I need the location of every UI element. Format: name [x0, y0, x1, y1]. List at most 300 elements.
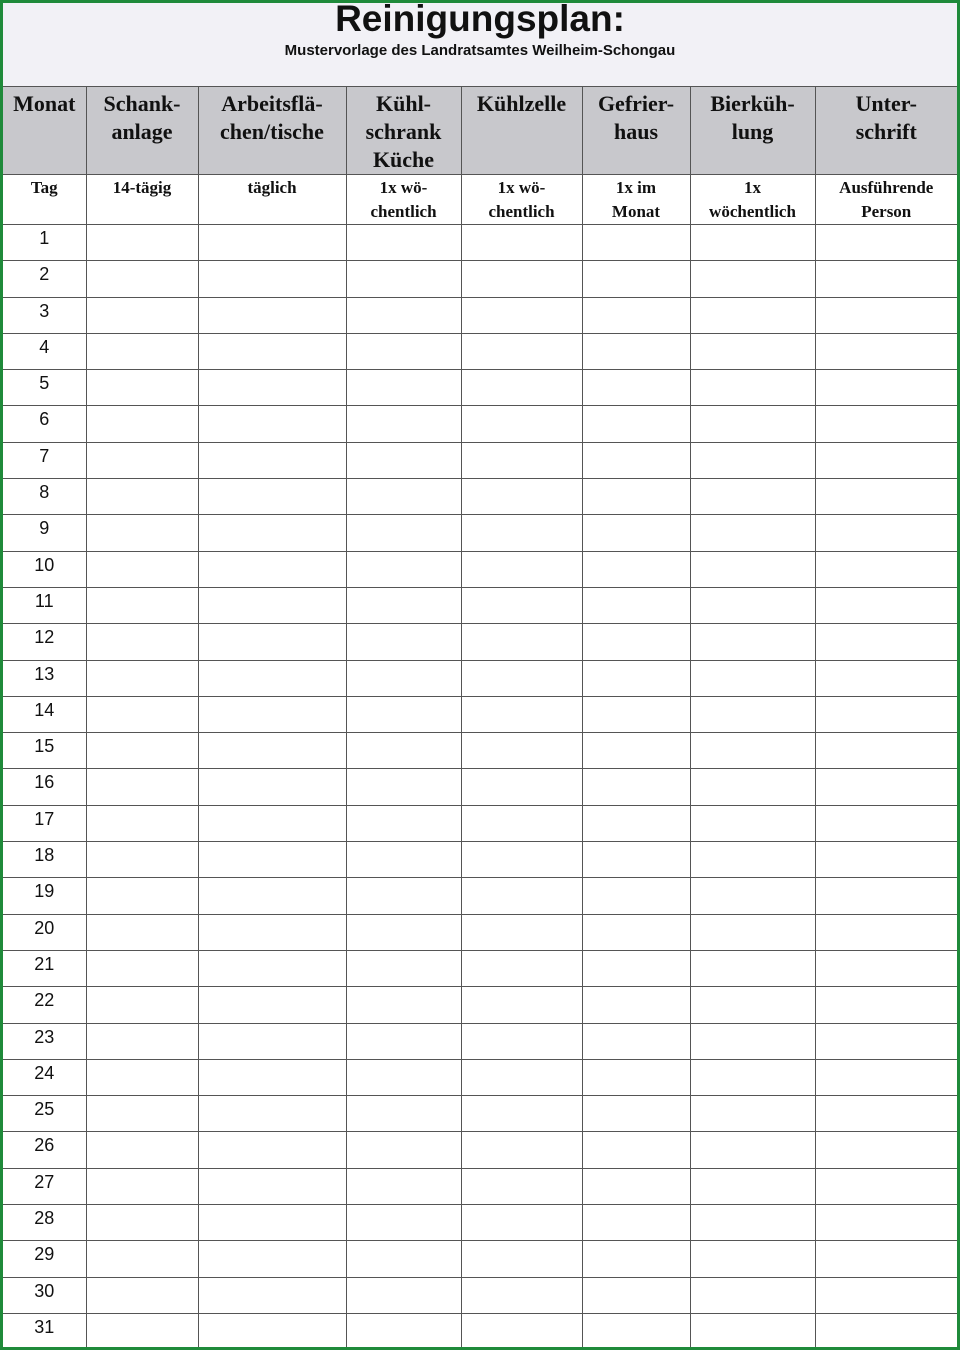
entry-cell[interactable]	[815, 733, 957, 769]
entry-cell[interactable]	[690, 842, 815, 878]
entry-cell[interactable]	[346, 696, 461, 732]
entry-cell[interactable]	[346, 950, 461, 986]
entry-cell[interactable]	[198, 370, 346, 406]
entry-cell[interactable]	[461, 878, 582, 914]
entry-cell[interactable]	[461, 950, 582, 986]
entry-cell[interactable]	[86, 551, 198, 587]
entry-cell[interactable]	[690, 914, 815, 950]
entry-cell[interactable]	[461, 660, 582, 696]
entry-cell[interactable]	[461, 406, 582, 442]
entry-cell[interactable]	[461, 805, 582, 841]
entry-cell[interactable]	[582, 479, 690, 515]
entry-cell[interactable]	[582, 878, 690, 914]
entry-cell[interactable]	[461, 515, 582, 551]
entry-cell[interactable]	[815, 1241, 957, 1277]
entry-cell[interactable]	[198, 842, 346, 878]
day-number: 4	[3, 333, 86, 369]
entry-cell[interactable]	[198, 515, 346, 551]
entry-cell[interactable]	[198, 587, 346, 623]
entry-cell[interactable]	[815, 1313, 957, 1349]
entry-cell[interactable]	[86, 1205, 198, 1241]
entry-cell[interactable]	[815, 370, 957, 406]
entry-cell[interactable]	[86, 1313, 198, 1349]
day-number: 26	[3, 1132, 86, 1168]
entry-cell[interactable]	[690, 297, 815, 333]
table-row	[3, 333, 957, 369]
column-header	[346, 87, 461, 175]
entry-cell[interactable]	[346, 479, 461, 515]
day-number: 5	[3, 370, 86, 406]
entry-cell[interactable]	[815, 1023, 957, 1059]
entry-cell[interactable]	[86, 805, 198, 841]
entry-cell[interactable]	[690, 624, 815, 660]
entry-cell[interactable]	[582, 660, 690, 696]
day-number: 30	[3, 1277, 86, 1313]
entry-cell[interactable]	[86, 261, 198, 297]
table-row	[3, 370, 957, 406]
entry-cell[interactable]	[461, 1023, 582, 1059]
entry-cell[interactable]	[815, 1205, 957, 1241]
entry-cell[interactable]	[198, 1096, 346, 1132]
entry-cell[interactable]	[86, 1096, 198, 1132]
entry-cell[interactable]	[86, 624, 198, 660]
entry-cell[interactable]	[690, 1205, 815, 1241]
entry-cell[interactable]	[690, 551, 815, 587]
table-row	[3, 805, 957, 841]
day-number: 31	[3, 1313, 86, 1349]
entry-cell[interactable]	[582, 987, 690, 1023]
table-row	[3, 225, 957, 261]
entry-cell[interactable]	[461, 370, 582, 406]
entry-cell[interactable]	[461, 551, 582, 587]
entry-cell[interactable]	[346, 442, 461, 478]
table-row	[3, 479, 957, 515]
entry-cell[interactable]	[346, 1059, 461, 1095]
column-frequency	[198, 175, 346, 225]
entry-cell[interactable]	[346, 587, 461, 623]
entry-cell[interactable]	[690, 696, 815, 732]
entry-cell[interactable]	[198, 1313, 346, 1349]
entry-cell[interactable]	[198, 1132, 346, 1168]
entry-cell[interactable]	[690, 1313, 815, 1349]
entry-cell[interactable]	[198, 1205, 346, 1241]
entry-cell[interactable]	[690, 333, 815, 369]
entry-cell[interactable]	[690, 479, 815, 515]
entry-cell[interactable]	[86, 225, 198, 261]
column-frequency	[582, 175, 690, 225]
entry-cell[interactable]	[86, 950, 198, 986]
entry-cell[interactable]	[86, 406, 198, 442]
column-frequency-label: 1x wö- chentlich	[370, 178, 437, 221]
entry-cell[interactable]	[690, 805, 815, 841]
entry-cell[interactable]	[198, 805, 346, 841]
entry-cell[interactable]	[198, 333, 346, 369]
column-header-label: Kühl- schrank Küche	[365, 91, 442, 172]
table-row	[3, 950, 957, 986]
entry-cell[interactable]	[690, 987, 815, 1023]
entry-cell[interactable]	[346, 1241, 461, 1277]
day-number: 16	[3, 769, 86, 805]
table-row	[3, 878, 957, 914]
column-header-label: Bierküh- lung	[710, 91, 795, 144]
day-number: 27	[3, 1168, 86, 1204]
day-number: 22	[3, 987, 86, 1023]
table-row	[3, 696, 957, 732]
entry-cell[interactable]	[86, 914, 198, 950]
column-frequency-label: 14-tägig	[112, 178, 172, 197]
entry-cell[interactable]	[86, 479, 198, 515]
entry-cell[interactable]	[198, 297, 346, 333]
entry-cell[interactable]	[582, 1132, 690, 1168]
table-row	[3, 261, 957, 297]
column-frequency-label: 1x wöchentlich	[709, 178, 796, 221]
entry-cell[interactable]	[461, 333, 582, 369]
entry-cell[interactable]	[86, 1023, 198, 1059]
entry-cell[interactable]	[86, 370, 198, 406]
entry-cell[interactable]	[198, 733, 346, 769]
entry-cell[interactable]	[815, 297, 957, 333]
entry-cell[interactable]	[815, 515, 957, 551]
entry-cell[interactable]	[198, 696, 346, 732]
entry-cell[interactable]	[346, 733, 461, 769]
entry-cell[interactable]	[461, 261, 582, 297]
entry-cell[interactable]	[815, 406, 957, 442]
entry-cell[interactable]	[461, 914, 582, 950]
day-number: 23	[3, 1023, 86, 1059]
entry-cell[interactable]	[582, 225, 690, 261]
entry-cell[interactable]	[582, 624, 690, 660]
entry-cell[interactable]	[582, 515, 690, 551]
entry-cell[interactable]	[582, 587, 690, 623]
entry-cell[interactable]	[198, 914, 346, 950]
day-number: 17	[3, 805, 86, 841]
day-number: 18	[3, 842, 86, 878]
entry-cell[interactable]	[198, 660, 346, 696]
entry-cell[interactable]	[198, 624, 346, 660]
entry-cell[interactable]	[461, 1313, 582, 1349]
column-frequency	[86, 175, 198, 225]
entry-cell[interactable]	[815, 1168, 957, 1204]
entry-cell[interactable]	[346, 842, 461, 878]
entry-cell[interactable]	[690, 878, 815, 914]
entry-cell[interactable]	[86, 1241, 198, 1277]
entry-cell[interactable]	[86, 442, 198, 478]
entry-cell[interactable]	[690, 1059, 815, 1095]
entry-cell[interactable]	[582, 297, 690, 333]
entry-cell[interactable]	[86, 515, 198, 551]
column-frequency	[3, 175, 86, 225]
column-frequency	[461, 175, 582, 225]
entry-cell[interactable]	[582, 1059, 690, 1095]
entry-cell[interactable]	[690, 769, 815, 805]
column-frequency-label: Ausführende Person	[839, 178, 934, 221]
entry-cell[interactable]	[346, 624, 461, 660]
column-header	[86, 87, 198, 175]
page-title: Reinigungsplan:	[335, 0, 625, 39]
entry-cell[interactable]	[198, 1023, 346, 1059]
entry-cell[interactable]	[198, 225, 346, 261]
entry-cell[interactable]	[346, 987, 461, 1023]
column-frequency-label: 1x wö- chentlich	[488, 178, 555, 221]
entry-cell[interactable]	[461, 1059, 582, 1095]
entry-cell[interactable]	[815, 914, 957, 950]
entry-cell[interactable]	[346, 406, 461, 442]
entry-cell[interactable]	[690, 1277, 815, 1313]
column-header	[690, 87, 815, 175]
day-number: 3	[3, 297, 86, 333]
entry-cell[interactable]	[815, 805, 957, 841]
entry-cell[interactable]	[461, 842, 582, 878]
entry-cell[interactable]	[461, 479, 582, 515]
entry-cell[interactable]	[582, 696, 690, 732]
entry-cell[interactable]	[198, 1277, 346, 1313]
entry-cell[interactable]	[346, 769, 461, 805]
entry-cell[interactable]	[582, 1277, 690, 1313]
day-number: 6	[3, 406, 86, 442]
entry-cell[interactable]	[86, 660, 198, 696]
frequency-row	[3, 175, 957, 225]
day-number: 29	[3, 1241, 86, 1277]
column-header-label: Kühlzelle	[476, 91, 567, 116]
entry-cell[interactable]	[461, 733, 582, 769]
entry-cell[interactable]	[582, 1023, 690, 1059]
entry-cell[interactable]	[815, 1132, 957, 1168]
entry-cell[interactable]	[86, 333, 198, 369]
column-header-label: Schank- anlage	[103, 91, 181, 144]
entry-cell[interactable]	[582, 406, 690, 442]
entry-cell[interactable]	[461, 769, 582, 805]
entry-cell[interactable]	[815, 696, 957, 732]
entry-cell[interactable]	[346, 1277, 461, 1313]
day-number: 24	[3, 1059, 86, 1095]
table-row	[3, 1023, 957, 1059]
entry-cell[interactable]	[461, 1205, 582, 1241]
entry-cell[interactable]	[86, 733, 198, 769]
entry-cell[interactable]	[461, 1132, 582, 1168]
cleaning-schedule-table	[3, 86, 957, 1350]
column-frequency-label: Tag	[30, 178, 58, 197]
entry-cell[interactable]	[86, 1168, 198, 1204]
entry-cell[interactable]	[582, 1241, 690, 1277]
entry-cell[interactable]	[815, 261, 957, 297]
table-row	[3, 1313, 957, 1349]
day-number: 2	[3, 261, 86, 297]
entry-cell[interactable]	[346, 370, 461, 406]
day-rows	[3, 225, 957, 1350]
entry-cell[interactable]	[815, 1096, 957, 1132]
entry-cell[interactable]	[690, 515, 815, 551]
entry-cell[interactable]	[582, 1168, 690, 1204]
table-row	[3, 515, 957, 551]
column-header	[198, 87, 346, 175]
entry-cell[interactable]	[86, 696, 198, 732]
column-header-label: Arbeitsflä- chen/tische	[220, 91, 324, 144]
entry-cell[interactable]	[815, 660, 957, 696]
column-frequency	[815, 175, 957, 225]
entry-cell[interactable]	[86, 769, 198, 805]
table-row	[3, 1096, 957, 1132]
entry-cell[interactable]	[815, 333, 957, 369]
entry-cell[interactable]	[346, 1168, 461, 1204]
entry-cell[interactable]	[86, 878, 198, 914]
entry-cell[interactable]	[346, 333, 461, 369]
table-row	[3, 1277, 957, 1313]
entry-cell[interactable]	[690, 1168, 815, 1204]
entry-cell[interactable]	[461, 696, 582, 732]
entry-cell[interactable]	[461, 1241, 582, 1277]
entry-cell[interactable]	[86, 1132, 198, 1168]
column-frequency	[346, 175, 461, 225]
entry-cell[interactable]	[461, 225, 582, 261]
day-number: 9	[3, 515, 86, 551]
entry-cell[interactable]	[815, 225, 957, 261]
entry-cell[interactable]	[346, 225, 461, 261]
header-row	[3, 87, 957, 175]
entry-cell[interactable]	[198, 769, 346, 805]
entry-cell[interactable]	[198, 1059, 346, 1095]
entry-cell[interactable]	[461, 1096, 582, 1132]
column-frequency-label: 1x im Monat	[611, 178, 661, 221]
entry-cell[interactable]	[815, 842, 957, 878]
entry-cell[interactable]	[582, 551, 690, 587]
entry-cell[interactable]	[461, 297, 582, 333]
column-frequency	[690, 175, 815, 225]
entry-cell[interactable]	[690, 660, 815, 696]
entry-cell[interactable]	[582, 1205, 690, 1241]
entry-cell[interactable]	[815, 950, 957, 986]
entry-cell[interactable]	[198, 442, 346, 478]
entry-cell[interactable]	[815, 987, 957, 1023]
entry-cell[interactable]	[198, 479, 346, 515]
entry-cell[interactable]	[690, 1132, 815, 1168]
day-number: 25	[3, 1096, 86, 1132]
entry-cell[interactable]	[86, 842, 198, 878]
column-header	[815, 87, 957, 175]
entry-cell[interactable]	[690, 225, 815, 261]
entry-cell[interactable]	[346, 1023, 461, 1059]
entry-cell[interactable]	[690, 442, 815, 478]
entry-cell[interactable]	[346, 297, 461, 333]
table-row	[3, 551, 957, 587]
entry-cell[interactable]	[815, 587, 957, 623]
entry-cell[interactable]	[815, 442, 957, 478]
table-row	[3, 733, 957, 769]
entry-cell[interactable]	[582, 261, 690, 297]
entry-cell[interactable]	[198, 878, 346, 914]
entry-cell[interactable]	[198, 551, 346, 587]
entry-cell[interactable]	[690, 1096, 815, 1132]
entry-cell[interactable]	[690, 261, 815, 297]
table-row	[3, 442, 957, 478]
column-header	[461, 87, 582, 175]
entry-cell[interactable]	[461, 1277, 582, 1313]
entry-cell[interactable]	[582, 805, 690, 841]
entry-cell[interactable]	[198, 950, 346, 986]
day-number: 28	[3, 1205, 86, 1241]
entry-cell[interactable]	[346, 660, 461, 696]
day-number: 13	[3, 660, 86, 696]
day-number: 1	[3, 225, 86, 261]
entry-cell[interactable]	[198, 1168, 346, 1204]
entry-cell[interactable]	[815, 624, 957, 660]
table-row	[3, 987, 957, 1023]
column-header	[3, 87, 86, 175]
entry-cell[interactable]	[582, 950, 690, 986]
entry-cell[interactable]	[690, 370, 815, 406]
entry-cell[interactable]	[86, 587, 198, 623]
day-number: 20	[3, 914, 86, 950]
entry-cell[interactable]	[690, 587, 815, 623]
entry-cell[interactable]	[198, 406, 346, 442]
column-header-label: Monat	[13, 91, 76, 116]
entry-cell[interactable]	[815, 1059, 957, 1095]
day-number: 15	[3, 733, 86, 769]
entry-cell[interactable]	[582, 370, 690, 406]
entry-cell[interactable]	[815, 479, 957, 515]
entry-cell[interactable]	[461, 624, 582, 660]
entry-cell[interactable]	[690, 950, 815, 986]
entry-cell[interactable]	[582, 442, 690, 478]
entry-cell[interactable]	[582, 769, 690, 805]
entry-cell[interactable]	[582, 1313, 690, 1349]
entry-cell[interactable]	[690, 406, 815, 442]
entry-cell[interactable]	[346, 805, 461, 841]
entry-cell[interactable]	[346, 1132, 461, 1168]
entry-cell[interactable]	[346, 261, 461, 297]
entry-cell[interactable]	[346, 515, 461, 551]
entry-cell[interactable]	[86, 297, 198, 333]
table-row	[3, 1059, 957, 1095]
entry-cell[interactable]	[690, 1023, 815, 1059]
entry-cell[interactable]	[198, 1241, 346, 1277]
entry-cell[interactable]	[815, 1277, 957, 1313]
entry-cell[interactable]	[198, 987, 346, 1023]
table-row	[3, 624, 957, 660]
entry-cell[interactable]	[346, 914, 461, 950]
entry-cell[interactable]	[582, 1096, 690, 1132]
table-row	[3, 406, 957, 442]
entry-cell[interactable]	[346, 1096, 461, 1132]
entry-cell[interactable]	[815, 551, 957, 587]
entry-cell[interactable]	[346, 1313, 461, 1349]
entry-cell[interactable]	[461, 442, 582, 478]
entry-cell[interactable]	[582, 914, 690, 950]
page-subtitle: Mustervorlage des Landratsamtes Weilheim-Schongau	[284, 42, 676, 59]
entry-cell[interactable]	[815, 769, 957, 805]
entry-cell[interactable]	[346, 1205, 461, 1241]
entry-cell[interactable]	[690, 1241, 815, 1277]
entry-cell[interactable]	[86, 1059, 198, 1095]
entry-cell[interactable]	[198, 261, 346, 297]
entry-cell[interactable]	[461, 1168, 582, 1204]
entry-cell[interactable]	[86, 987, 198, 1023]
entry-cell[interactable]	[815, 878, 957, 914]
day-number: 14	[3, 696, 86, 732]
day-number: 21	[3, 950, 86, 986]
entry-cell[interactable]	[461, 587, 582, 623]
entry-cell[interactable]	[582, 842, 690, 878]
table-row	[3, 660, 957, 696]
day-number: 8	[3, 479, 86, 515]
entry-cell[interactable]	[346, 551, 461, 587]
entry-cell[interactable]	[582, 333, 690, 369]
entry-cell[interactable]	[346, 878, 461, 914]
entry-cell[interactable]	[461, 987, 582, 1023]
day-number: 10	[3, 551, 86, 587]
entry-cell[interactable]	[86, 1277, 198, 1313]
entry-cell[interactable]	[690, 733, 815, 769]
entry-cell[interactable]	[582, 733, 690, 769]
